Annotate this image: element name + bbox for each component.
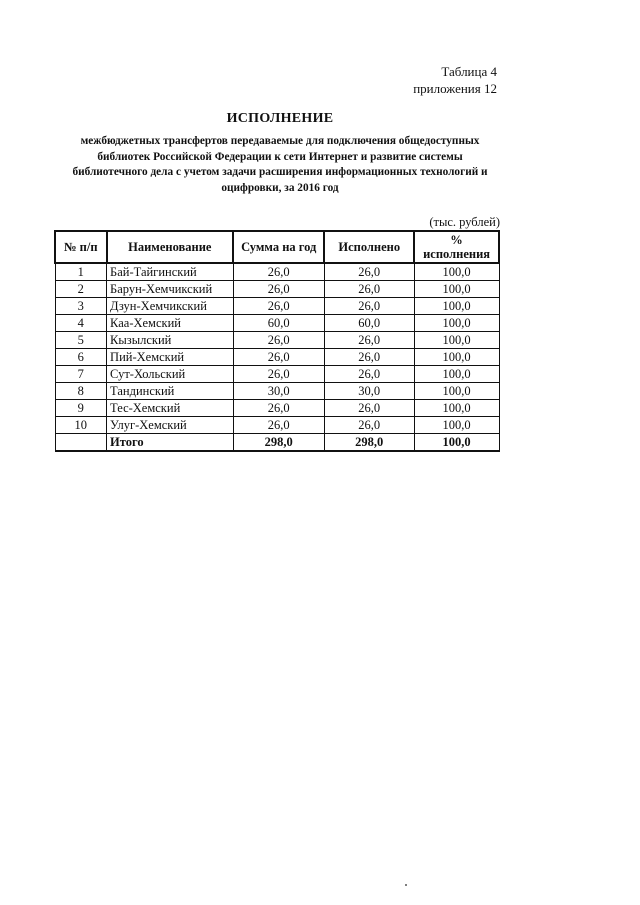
row-annual-sum: 60,0 xyxy=(233,315,324,332)
row-name: Итого xyxy=(107,434,234,452)
table-reference xyxy=(413,63,497,97)
row-name: Тес-Хемский xyxy=(107,400,234,417)
column-header-annual-sum: Сумма на год xyxy=(233,231,324,263)
row-executed: 26,0 xyxy=(324,400,414,417)
row-number: 5 xyxy=(55,332,107,349)
row-percent: 100,0 xyxy=(414,349,499,366)
row-annual-sum: 26,0 xyxy=(233,417,324,434)
row-executed: 298,0 xyxy=(324,434,414,452)
row-executed: 26,0 xyxy=(324,298,414,315)
row-executed: 26,0 xyxy=(324,281,414,298)
subtitle-line: оцифровки, за 2016 год xyxy=(221,181,339,194)
row-annual-sum: 26,0 xyxy=(233,366,324,383)
column-header-number: № п/п xyxy=(55,231,107,263)
row-number xyxy=(55,434,107,452)
column-header-executed: Исполнено xyxy=(324,231,414,263)
row-annual-sum: 26,0 xyxy=(233,298,324,315)
column-header-percent: % исполнения xyxy=(414,231,499,263)
row-name: Бай-Тайгинский xyxy=(107,263,234,281)
row-annual-sum: 26,0 xyxy=(233,263,324,281)
row-percent: 100,0 xyxy=(414,434,499,452)
row-number: 3 xyxy=(55,298,107,315)
row-percent: 100,0 xyxy=(414,315,499,332)
row-percent: 100,0 xyxy=(414,366,499,383)
row-executed: 26,0 xyxy=(324,366,414,383)
row-number: 1 xyxy=(55,263,107,281)
row-annual-sum: 26,0 xyxy=(233,281,324,298)
row-number: 7 xyxy=(55,366,107,383)
row-executed: 26,0 xyxy=(324,263,414,281)
units-note: (тыс. рублей) xyxy=(429,215,500,229)
row-percent: 100,0 xyxy=(414,332,499,349)
row-number: 6 xyxy=(55,349,107,366)
appendix-label: приложения 12 xyxy=(413,81,497,96)
row-annual-sum: 298,0 xyxy=(233,434,324,452)
column-header-name: Наименование xyxy=(107,231,234,263)
subtitle-line: библиотечного дела с учетом задачи расширения информационных технологий и xyxy=(72,166,488,179)
row-percent: 100,0 xyxy=(414,298,499,315)
row-number: 10 xyxy=(55,417,107,434)
document-title: ИСПОЛНЕНИЕ xyxy=(226,111,334,126)
subtitle-line: библиотек Российской Федерации к сети Интернет и развитие системы xyxy=(97,150,463,163)
table-row xyxy=(55,417,499,434)
row-executed: 26,0 xyxy=(324,349,414,366)
table-row xyxy=(55,315,499,332)
table-row xyxy=(55,400,499,417)
row-percent: 100,0 xyxy=(414,383,499,400)
row-name: Сут-Хольский xyxy=(107,366,234,383)
row-annual-sum: 26,0 xyxy=(233,400,324,417)
scan-speck xyxy=(405,884,407,886)
table-total-row xyxy=(55,434,499,452)
document-subtitle xyxy=(60,134,500,196)
subtitle-line: межбюджетных трансфертов передаваемые для подключения общедоступных xyxy=(80,135,480,147)
table-label: Таблица 4 xyxy=(441,64,497,79)
row-percent: 100,0 xyxy=(414,263,499,281)
row-name: Барун-Хемчикский xyxy=(107,281,234,298)
row-executed: 26,0 xyxy=(324,417,414,434)
table-row xyxy=(55,383,499,400)
row-executed: 30,0 xyxy=(324,383,414,400)
row-annual-sum: 26,0 xyxy=(233,349,324,366)
row-executed: 26,0 xyxy=(324,332,414,349)
row-name: Каа-Хемский xyxy=(107,315,234,332)
row-number: 2 xyxy=(55,281,107,298)
row-name: Пий-Хемский xyxy=(107,349,234,366)
row-annual-sum: 26,0 xyxy=(233,332,324,349)
table-row xyxy=(55,366,499,383)
table-body xyxy=(55,263,499,451)
row-name: Кызылский xyxy=(107,332,234,349)
row-annual-sum: 30,0 xyxy=(233,383,324,400)
row-percent: 100,0 xyxy=(414,400,499,417)
row-name: Дзун-Хемчикский xyxy=(107,298,234,315)
table-header-row xyxy=(55,231,499,263)
table-row xyxy=(55,281,499,298)
table-row xyxy=(55,263,499,281)
execution-table xyxy=(54,230,500,452)
table-row xyxy=(55,349,499,366)
table-row xyxy=(55,298,499,315)
row-name: Улуг-Хемский xyxy=(107,417,234,434)
row-number: 8 xyxy=(55,383,107,400)
row-percent: 100,0 xyxy=(414,417,499,434)
table-row xyxy=(55,332,499,349)
row-number: 4 xyxy=(55,315,107,332)
row-percent: 100,0 xyxy=(414,281,499,298)
row-number: 9 xyxy=(55,400,107,417)
row-executed: 60,0 xyxy=(324,315,414,332)
row-name: Тандинский xyxy=(107,383,234,400)
